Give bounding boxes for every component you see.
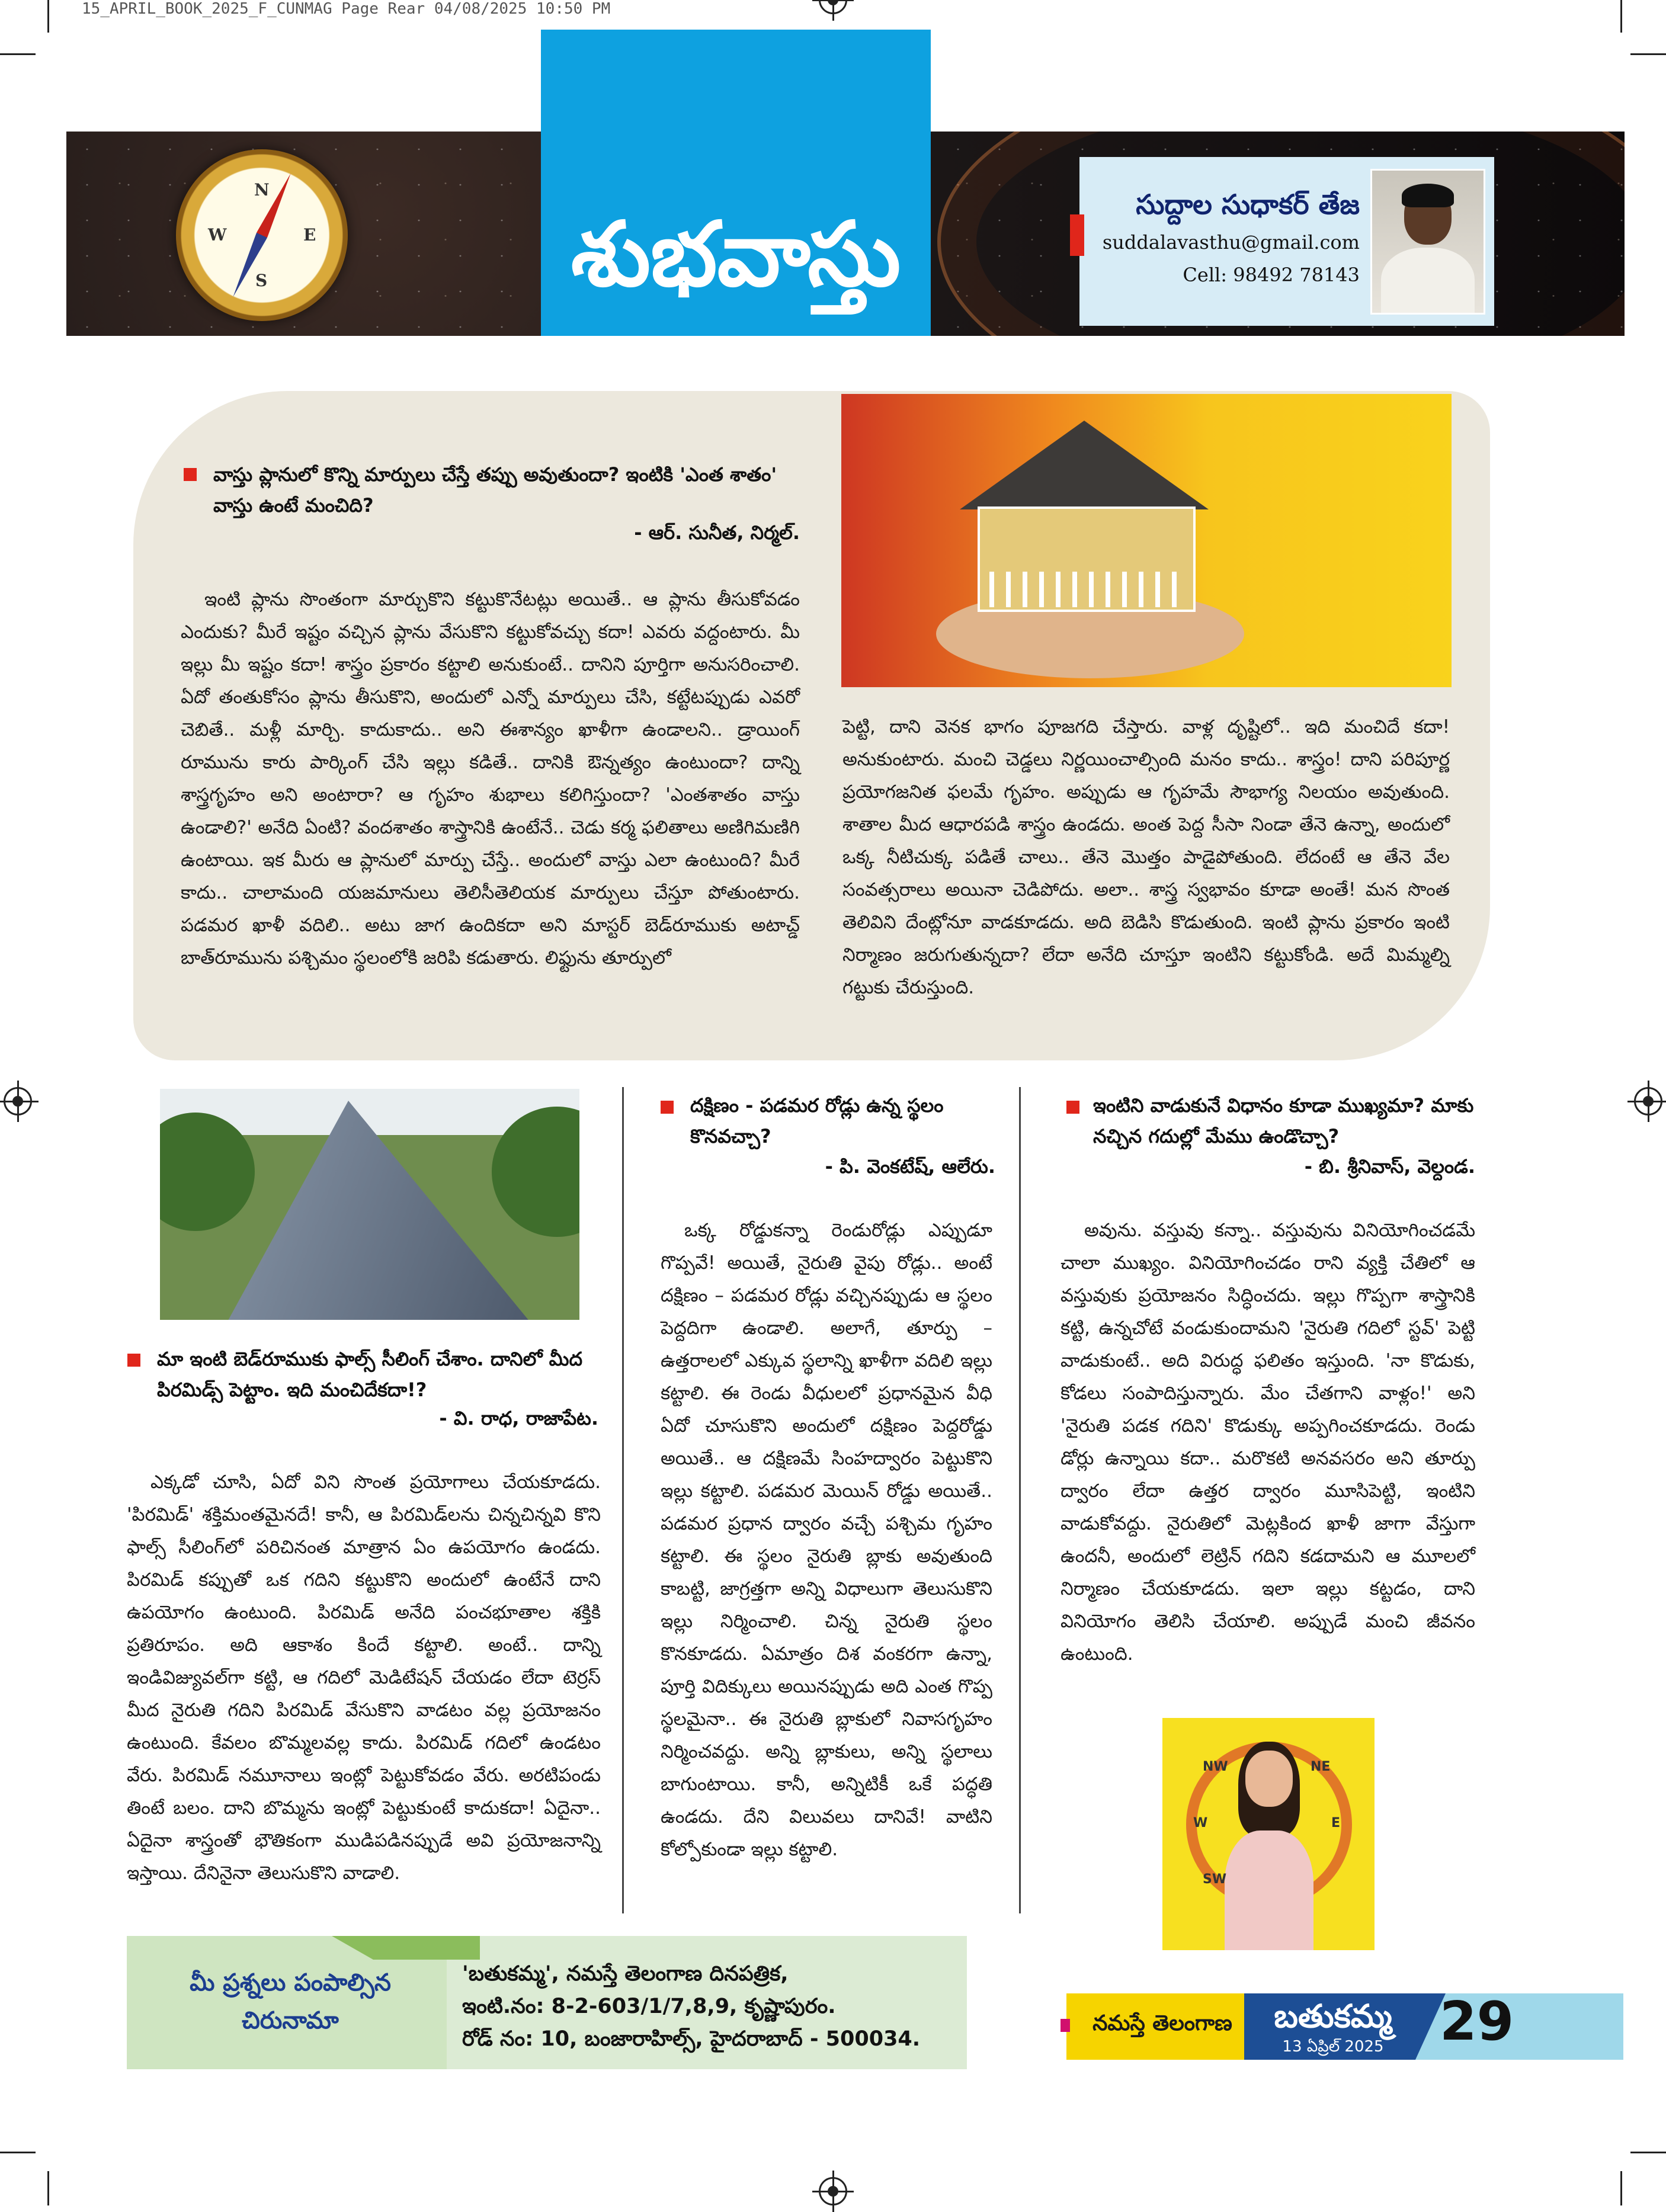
address-line-1: 'బతుకమ్మ', నమస్తే తెలంగాణ దినపత్రిక, xyxy=(462,1962,789,1986)
issue-date: 13 ఏప్రిల్ 2025 xyxy=(1282,2038,1384,2056)
answer-1-part-2: పెట్టి, దాని వెనక భాగం పూజగది చేస్తారు. వాళ్ల దృష్టిలో.. ఇది మంచిదే కదా! అనుకుంటారు. మంచి చెడ్డలు నిర్ణయించాల్సింది మనం కాదు.. శాస్త్రం! దాని పరిపూర్ణ ప్రయోగజనిత ఫలమే గృహం. అప్పుడు ఆ గృహమే సౌభాగ్య నిలయం అవుతుంది. శాతాల మీద ఆధారపడి శాస్త్రం ఉండదు. అంత పెద్ద సీసా నిండా తేనె ఉన్నా, అందులో ఒక్క నీటిచుక్క పడితే చాలు.. తేనె మొత్తం పాడైపోతుంది. లేదంటే ఆ తేనె వేల సంవత్సరాలు అయినా చెడిపోదు. అలా.. శాస్త్ర స్వభావం కూడా అంతే! మన సొంత తెలివిని దేంట్లోనూ వాడకూడదు. అది బెడిసి కొడుతుంది. ఇంటి ప్లాను ప్రకారం ఇంటి నిర్మాణం జరుగుతున్నదా? లేదా అనేది చూస్తూ ఇంటిని కట్టుకోండి. అదే మిమ్మల్ని గట్టుకు చేరుస్తుంది. xyxy=(842,716,1450,998)
column-divider xyxy=(1019,1087,1021,1913)
direction-label-ne: NE xyxy=(1311,1759,1331,1774)
column-divider xyxy=(622,1087,624,1913)
address-label: మీ ప్రశ్నలు పంపాల్సిన చిరునామా xyxy=(190,1969,391,2034)
house-in-hand-image xyxy=(841,394,1452,687)
question-4: ఇంటిని వాడుకునే విధానం కూడా ముఖ్యమా? మాకు నచ్చిన గదుల్లో మేము ఉండొచ్చా? xyxy=(1093,1094,1474,1147)
address-lines xyxy=(462,1958,920,2056)
compass-icon xyxy=(176,149,348,321)
direction-label-sw: SW xyxy=(1203,1872,1227,1887)
address-line-3: రోడ్ నం: 10, బంజారాహిల్స్, హైదరాబాద్ - 500034. xyxy=(462,2027,921,2051)
crop-mark xyxy=(0,2152,36,2153)
direction-label-w: W xyxy=(1193,1816,1208,1830)
author-phone: Cell: 98492 78143 xyxy=(1183,264,1360,286)
asker-4: - బి. శ్రీనివాస్, వెల్దండ. xyxy=(1304,1155,1475,1178)
crop-mark xyxy=(1620,0,1622,33)
column-title: శుభవాస్తు xyxy=(571,203,901,306)
crop-mark xyxy=(1620,2171,1622,2205)
page-number: 29 xyxy=(1440,1990,1514,2053)
direction-label-nw: NW xyxy=(1203,1759,1228,1774)
author-photo xyxy=(1370,169,1485,315)
paper-name: నమస్తే తెలంగాణ xyxy=(1092,2011,1232,2035)
author-email: suddalavasthu@gmail.com xyxy=(1102,231,1360,254)
registration-mark xyxy=(819,2177,847,2205)
direction-label-e: E xyxy=(1331,1816,1341,1830)
pyramid-house-image xyxy=(160,1089,579,1320)
question-3: దక్షిణం - పడమర రోడ్లు ఉన్న స్థలం కొనవచ్చా? xyxy=(690,1094,944,1147)
author-name: సుద్దాల సుధాకర్ తేజ xyxy=(1136,188,1360,220)
crop-mark xyxy=(1630,53,1666,55)
question-bullet xyxy=(184,468,197,481)
answer-3: ఒక్క రోడ్డుకన్నా రెండురోడ్లు ఎప్పుడూ గొప్పవే! అయితే, నైరుతి వైపు రోడ్లు.. అంటే దక్షిణం – పడమర రోడ్లు వచ్చినప్పుడు ఆ స్థలం పెద్దదిగా ఉండాలి. అలాగే, తూర్పు – ఉత్తరాలలో ఎక్కువ స్థలాన్ని ఖాళీగా వదిలి ఇల్లు కట్టాలి. ఈ రెండు వీధులలో ప్రధానమైన వీధి ఏదో చూసుకొని అందులో దక్షిణం పెద్దరోడ్డు అయితే.. ఆ దక్షిణమే సింహద్వారం పెట్టుకొని ఇల్లు కట్టాలి. పడమర మెయిన్ రోడ్డు అయితే.. పడమర ప్రధాన ద్వారం వచ్చే పశ్చిమ గృహం కట్టాలి. ఈ స్థలం నైరుతి బ్లాకు అవుతుంది కాబట్టి, జాగ్రత్తగా అన్ని విధాలుగా తెలుసుకొని ఇల్లు నిర్మించాలి. చిన్న నైరుతి స్థలం కొనకూడదు. ఏమాత్రం దిశ వంకరగా ఉన్నా, పూర్తి విదిక్కులు అయినప్పుడు అది ఎంత గొప్ప స్థలమైనా.. ఈ నైరుతి బ్లాకులో నివాసగృహం నిర్మించవద్దు. అన్ని బ్లాకులు, అన్ని స్థలాలు బాగుంటాయి. కానీ, అన్నిటికీ ఒకే పద్ధతి ఉండదు. దేని విలువలు దానివే! వాటిని కోల్పోకుండా ఇల్లు కట్టాలి. xyxy=(661,1220,992,1860)
magazine-name: బతుకమ్మ xyxy=(1274,1998,1392,2035)
asker-3: - పి. వెంకటేష్, ఆలేరు. xyxy=(825,1155,995,1178)
answer-2: ఎక్కడో చూసి, ఏదో విని సొంత ప్రయోగాలు చేయకూడదు. 'పిరమిడ్' శక్తిమంతమైనదే! కానీ, ఆ పిరమిడ్‌లను చిన్నచిన్నవి కొని ఫాల్స్ సీలింగ్‌లో పరిచినంత మాత్రాన ఏం ఉపయోగం ఉండదు. పిరమిడ్ కప్పుతో ఒక గదిని కట్టుకొని అందులో ఉంటేనే దాని ఉపయోగం ఉంటుంది. పిరమిడ్ అనేది పంచభూతాల శక్తికి ప్రతిరూపం. అది ఆకాశం కిందే కట్టాలి. అంటే.. దాన్ని ఇండివిజ్యువల్‌గా కట్టి, ఆ గదిలో మెడిటేషన్ చేయడం లేదా టెర్రస్ మీద నైరుతి గదిని పిరమిడ్ వేసుకొని వాడటం వల్ల ప్రయోజనం ఉంటుంది. కేవలం బొమ్మలవల్ల కాదు. పిరమిడ్ గదిలో ఉండటం వేరు. పిరమిడ్ నమూనాలు ఇంట్లో పెట్టుకోవడం వేరు. అరటిపండు తింటే బలం. దాని బొమ్మను ఇంట్లో పెట్టుకుంటే కాదుకదా! ఏదైనా.. ఏదైనా శాస్త్రంతో భౌతికంగా ముడిపడినప్పుడే అవి ప్రయోజనాన్ని ఇస్తాయి. దేనినైనా తెలుసుకొని వాడాలి. xyxy=(127,1472,601,1884)
stressed-woman-image xyxy=(1162,1718,1375,1950)
question-bullet xyxy=(127,1354,140,1367)
crop-mark xyxy=(1630,2152,1666,2153)
address-line-2: ఇంటి.నం: 8-2-603/1/7,8,9, కృష్ణాపురం. xyxy=(462,1995,836,2018)
question-1: వాస్తు ప్లానులో కొన్ని మార్పులు చేస్తే తప్పు అవుతుందా? ఇంటికి 'ఎంత శాతం' వాస్తు ఉంటే మంచిది? xyxy=(213,463,777,517)
print-slug: 15_APRIL_BOOK_2025_F_CUNMAG Page Rear 04/08/2025 10:50 PM xyxy=(82,0,611,18)
answer-1-part-1: ఇంటి ప్లాను సొంతంగా మార్చుకొని కట్టుకొనేటట్లు అయితే.. ఆ ప్లాను తీసుకోవడం ఎందుకు? మీరే ఇష్టం వచ్చిన ప్లాను వేసుకొని కట్టుకోవచ్చు కదా! ఎవరు వద్దంటారు. మీ ఇల్లు మీ ఇష్టం కదా! శాస్త్రం ప్రకారం కట్టాలి అనుకుంటే.. దానిని పూర్తిగా అనుసరించాలి. ఏదో తంతుకోసం ప్లాను తీసుకొని, అందులో ఎన్నో మార్పులు చేసి, కట్టేటప్పుడు ఎవరో చెబితే.. మళ్లీ మార్చి. కాదుకాదు.. అని ఈశాన్యం ఖాళీగా ఉండాలని.. డ్రాయింగ్ రూమును కారు పార్కింగ్ చేసి ఇల్లు కడితే.. దానికి ఔన్నత్యం ఉంటుందా? దాన్ని శాస్త్రగృహం అని అంటారా? ఆ గృహం శుభాలు కలిగిస్తుందా? 'ఎంతశాతం వాస్తు ఉండాలి?' అనేది ఏంటి? వందశాతం శాస్త్రానికి ఉంటేనే.. చెడు కర్మ ఫలితాలు అణిగిమణిగి ఉంటాయి. ఇక మీరు ఆ ప్లానులో మార్పు చేస్తే.. అందులో వాస్తు ఎలా ఉంటుంది? మీరే కాదు.. చాలామంది యజమానులు తెలిసీతెలియక మార్పులు చేస్తూ పోతుంటారు. పడమర ఖాళీ వదిలి.. అటు జాగ ఉందికదా అని మాస్టర్ బెడ్‌రూముకు అటాచ్డ్ బాత్‌రూమును పశ్చిమం స్థలంలోకి జరిపి కడుతారు. లిఫ్టును తూర్పులో xyxy=(181,589,800,969)
registration-mark xyxy=(4,1087,32,1115)
answer-4: అవును. వస్తువు కన్నా.. వస్తువును వినియోగించడమే చాలా ముఖ్యం. వినియోగించడం రాని వ్యక్తి చేతిలో ఆ వస్తువుకు ప్రయోజనం సిద్ధించదు. ఇల్లు గొప్పగా శాస్త్రానికి కట్టి, ఉన్నచోటే వండుకుందామని 'నైరుతి గదిలో స్టవ్' పెట్టి వాడుకుంటే.. అది విరుద్ధ ఫలితం ఇస్తుంది. 'నా కొడుకు, కోడలు సంపాదిస్తున్నారు. మేం చేతగాని వాళ్లం!' అని 'నైరుతి పడక గదిని' కొడుక్కు అప్పగించకూడదు. రెండు డోర్లు ఉన్నాయి కదా.. మరొకటి అనవసరం అని తూర్పు ద్వారం లేదా ఉత్తర ద్వారం మూసిపెట్టి, ఇంటిని వాడుకోవద్దు. నైరుతిలో మెట్లకింద ఖాళీ జాగా వేస్తుగా ఉందనీ, అందులో లెట్రిన్ గదిని కడదామని ఆ మూలలో నిర్మాణం చేయకూడదు. ఇలా ఇల్లు కట్టడం, దాని వినియోగం తెలిసి చేయాలి. అప్పుడే మంచి జీవనం ఉంటుంది. xyxy=(1061,1220,1475,1665)
compass-south-label: S xyxy=(255,271,268,290)
question-bullet xyxy=(1066,1101,1079,1114)
author-accent xyxy=(1070,214,1084,256)
crop-mark xyxy=(47,2171,49,2205)
registration-mark xyxy=(1634,1087,1662,1115)
compass-west-label: W xyxy=(208,225,227,245)
crop-mark xyxy=(47,0,49,33)
address-accent xyxy=(332,1936,480,1960)
asker-1: - ఆర్. సునీత, నిర్మల్. xyxy=(634,521,800,544)
crop-mark xyxy=(0,53,36,55)
asker-2: - వి. రాధ, రాజాపేట. xyxy=(439,1407,598,1429)
question-bullet xyxy=(661,1101,674,1114)
compass-north-label: N xyxy=(254,180,270,200)
brand-accent xyxy=(1061,2019,1070,2032)
question-2: మా ఇంటి బెడ్‌రూముకు ఫాల్స్ సీలింగ్ చేశాం. దానిలో మీద పిరమిడ్స్ పెట్టాం. ఇది మంచిదేకదా!? xyxy=(157,1348,583,1401)
compass-east-label: E xyxy=(303,225,316,245)
